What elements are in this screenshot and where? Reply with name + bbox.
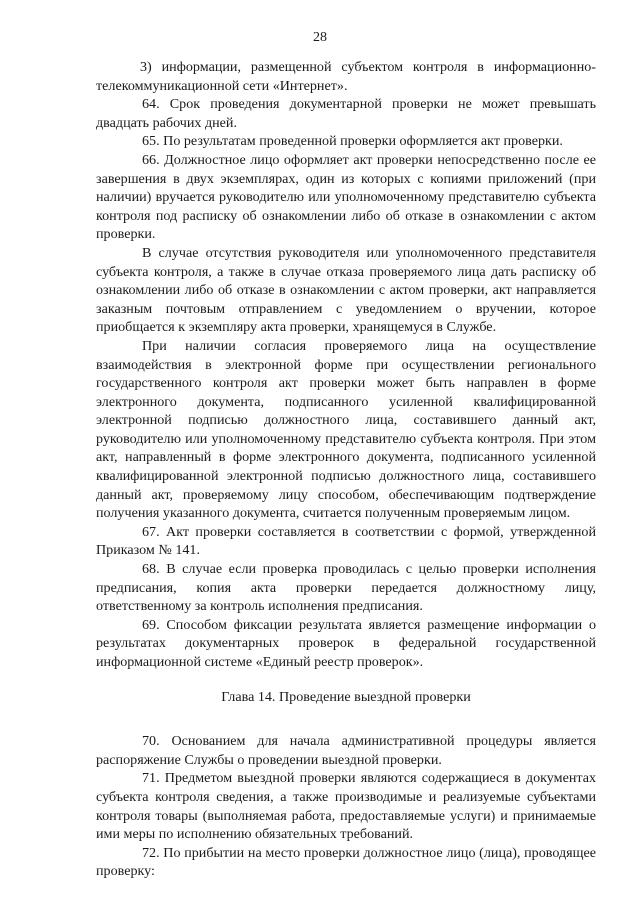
chapter-heading: Глава 14. Проведение выездной проверки	[221, 688, 471, 705]
paragraph-66-absence: В случае отсутствия руководителя или уполномоченного представителя субъекта контроля, а также в случае отказа проверяемого лица дать расписку об ознакомлении либо об отказе в ознакомлении с актом проверки, акт направляется заказным почтовым отправлением с уведомлением о вручении, которое приобщается к экземпляру акта проверки, хранящемуся в Службе.	[96, 244, 596, 336]
paragraph-64: 64. Срок проведения документарной проверки не может превышать двадцать рабочих дней.	[96, 96, 596, 131]
document-body	[96, 58, 596, 881]
paragraph-68: 68. В случае если проверка проводилась с целью проверки исполнения предписания, копия акта проверки передается должностному лицу, ответственному за контроль исполнения предписания.	[96, 561, 596, 615]
paragraph-71: 71. Предметом выездной проверки являются содержащиеся в документах субъекта контроля сведения, а также производимые и реализуемые субъектами контроля товары (выполняемая работа, предоставляемые услуги) и принимаемые ими меры по исполнению обязательных требований.	[96, 770, 596, 843]
paragraph-65: 65. По результатам проведенной проверки оформляется акт проверки.	[142, 133, 563, 150]
page-number: 28	[313, 30, 327, 45]
paragraph-66: 66. Должностное лицо оформляет акт проверки непосредственно после ее завершения в двух экземплярах, один из которых с копиями приложений (при наличии) вручается руководителю или уполномоченному представителю субъекта контроля под расписку об ознакомлении либо об отказе в ознакомлении с актом проверки.	[96, 151, 596, 243]
paragraph-item-3: 3) информации, размещенной субъектом контроля в информационно-телекоммуникационной сети «Интернет».	[96, 59, 596, 94]
paragraph-70: 70. Основанием для начала административной процедуры является распоряжение Службы о проведении выездной проверки.	[96, 733, 596, 768]
paragraph-72: 72. По прибытии на место проверки должностное лицо (лица), проводящее проверку:	[96, 844, 596, 880]
paragraph-66-electronic: При наличии согласия проверяемого лица на осуществление взаимодействия в электронной форме при осуществлении регионального государственного контроля акт проверки может быть направлен в форме электронного документа, подписанного усиленной квалифицированной электронной подписью должностного лица, составившего данный акт, руководителю или уполномоченному представителю субъекта контроля. При этом акт, направленный в форме электронного документа, подписанного усиленной квалифицированной электронной подписью должностного лица, составившего данный акт, проверяемому лицу способом, обеспечивающим подтверждение получения указанного документа, считается полученным проверяемым лицом.	[96, 337, 596, 522]
paragraph-67: 67. Акт проверки составляется в соответствии с формой, утвержденной Приказом № 141.	[96, 523, 596, 559]
paragraph-69: 69. Способом фиксации результата является размещение информации о результатах документарных проверок в федеральной государственной информационной системе «Единый реестр проверок».	[96, 616, 596, 670]
